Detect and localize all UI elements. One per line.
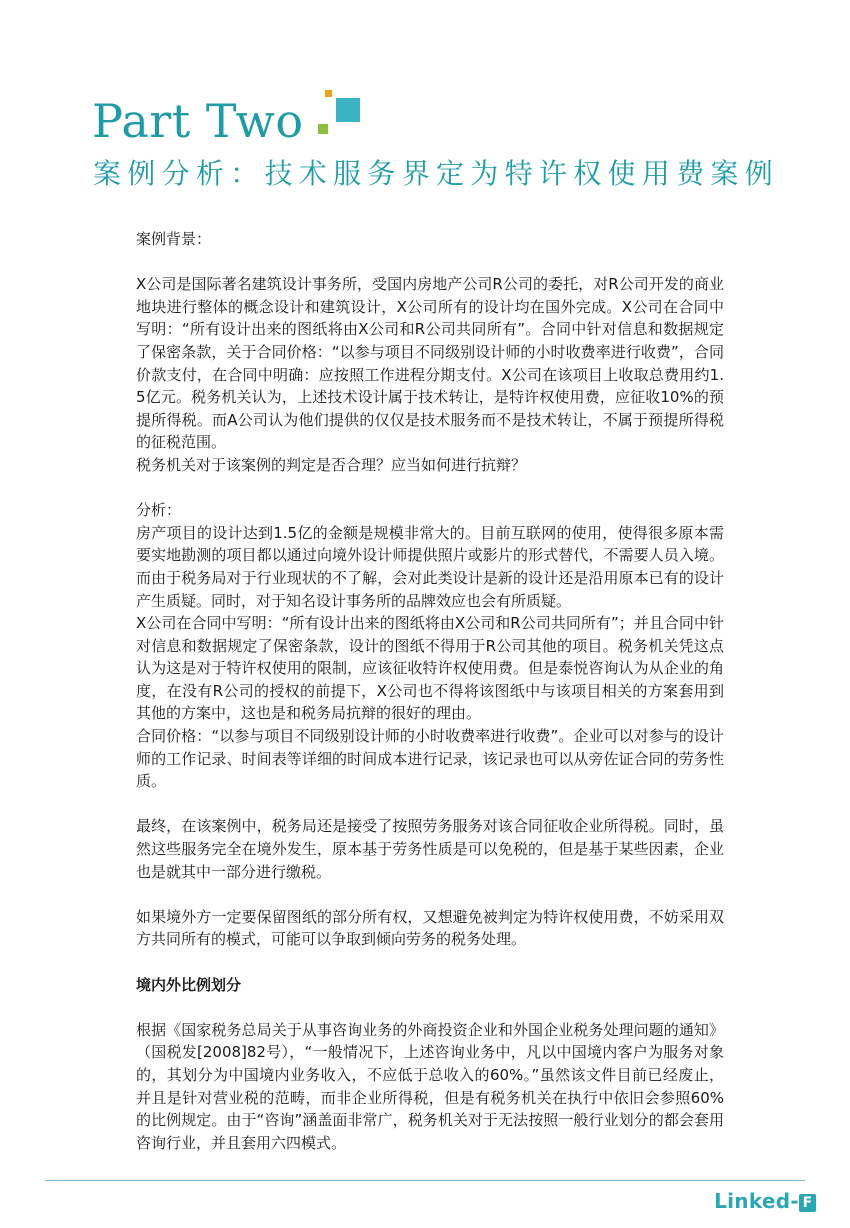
section-paragraph: 根据《国家税务总局关于从事咨询业务的外商投资企业和外国企业税务处理问题的通知》（国税发[2008]82号），“一般情况下，上述咨询业务中，凡以中国境内客户为服务对象的，其划分为中国境内业务收入，不应低于总收入的60%。”虽然该文件目前已经废止，并且是针对营业税的范畴，而非企业所得税，但是有税务机关在执行中依旧会参照60%的比例规定。由于“咨询”涵盖面非常广，税务机关对于无法按照一般行业划分的都会套用咨询行业，并且套用六四模式。 (136, 1020, 724, 1152)
section-heading: 境内外比例划分 (136, 975, 242, 994)
background-paragraph: X公司是国际著名建筑设计事务所，受国内房地产公司R公司的委托，对R公司开发的商业地块进行整体的概念设计和建筑设计，X公司所有的设计均在国外完成。X公司在合同中写明：“所有设计出来的图纸将由X公司和R公司共同所有”。合同中针对信息和数据规定了保密条款，关于合同价格：“以参与项目不同级别设计师的小时收费率进行收费”，合同价款支付，在合同中明确：应按照工作进程分期支付。X公司在该项目上收取总费用约1.5亿元。税务机关认为，上述技术设计属于技术转让，是特许权使用费，应征收10%的预提所得税。而A公司认为他们提供的仅仅是技术服务而不是技术转让，不属于预提所得税的征税范围。 (136, 275, 724, 452)
advice-paragraph: 如果境外方一定要保留图纸的部分所有权，又想避免被判定为特许权使用费，不妨采用双方共同所有的模式，可能可以争取到倾向劳务的税务处理。 (136, 907, 724, 949)
spacer (136, 793, 724, 816)
footer-divider (45, 1180, 805, 1181)
section-subtitle: 案例分析：技术服务界定为特许权使用费案例 (93, 157, 780, 190)
green-square-icon (318, 124, 328, 134)
teal-square-icon (336, 98, 360, 122)
spacer (136, 251, 724, 274)
spacer (136, 477, 724, 500)
article-body (136, 228, 724, 1154)
background-label: 案例背景： (136, 230, 212, 248)
brand-mark-icon: F (799, 1194, 816, 1212)
orange-square-icon (325, 90, 332, 97)
spacer (136, 951, 724, 974)
brand-text: Linked- (714, 1189, 799, 1213)
decorative-squares-logo (318, 90, 362, 140)
spacer (136, 883, 724, 906)
question-paragraph: 税务机关对于该案例的判定是否合理？应当如何进行抗辩？ (136, 455, 527, 474)
analysis-label: 分析： (136, 501, 182, 520)
analysis-paragraph-3: 合同价格：“以参与项目不同级别设计师的小时收费率进行收费”。企业可以对参与的设计师的工作记录、时间表等详细的时间成本进行记录，该记录也可以从旁佐证合同的劳务性质。 (136, 727, 724, 791)
analysis-paragraph-1: 房产项目的设计达到1.5亿的金额是规模非常大的。目前互联网的使用，使得很多原本需要实地勘测的项目都以通过向境外设计师提供照片或影片的形式替代，不需要人员入境。而由于税务局对于行业现状的不了解，会对此类设计是新的设计还是沿用原本已有的设计产生质疑。同时，对于知名设计事务所的品牌效应也会有所质疑。 (136, 523, 724, 610)
analysis-paragraph-2: X公司在合同中写明：“所有设计出来的图纸将由X公司和R公司共同所有”；并且合同中针对信息和数据规定了保密条款，设计的图纸不得用于R公司其他的项目。税务机关凭这点认为这是对于特许权使用的限制，应该征收特许权使用费。但是泰悦咨询认为从企业的角度，在没有R公司的授权的前提下，X公司也不得将该图纸中与该项目相关的方案套用到其他的方案中，这也是和税务局抗辩的很好的理由。 (136, 614, 724, 723)
footer-brand-logo (714, 1189, 816, 1213)
final-paragraph: 最终，在该案例中，税务局还是接受了按照劳务服务对该合同征收企业所得税。同时，虽然这些服务完全在境外发生，原本基于劳务性质是可以免税的，但是基于某些因素，企业也是就其中一部分进行缴税。 (136, 817, 724, 881)
part-title: Part Two (92, 94, 304, 148)
spacer (136, 996, 724, 1019)
